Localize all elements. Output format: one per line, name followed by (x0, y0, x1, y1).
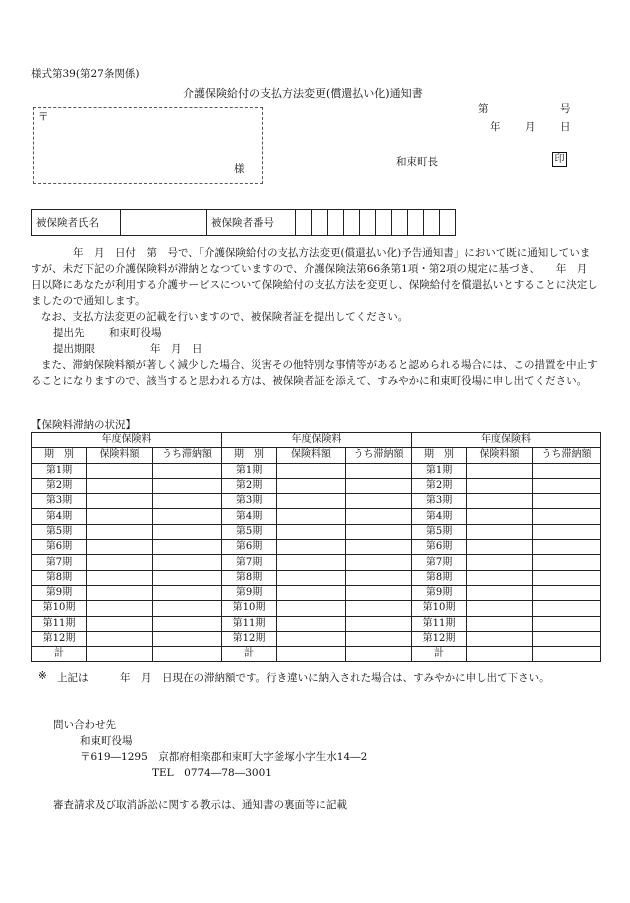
notice-paragraph-1: 年 月 日付 第 号で、「介護保険給付の支払方法変更(償還払い化)予告通知書」において既に通知していますが、未だ下記の介護保険料が滞納となつていますので、介護保険法第66条第1項・第2項の規定に基づき、 年 月 日以降にあなたが利用する介護サービスについて保険給付の支払方法を変更し、保険給付を償還払いとすることに決定しましたので通知します。 (31, 247, 598, 307)
premium-amount-cell (87, 463, 153, 478)
arrears-amount-cell (346, 570, 412, 585)
seal-stamp: 印 (552, 152, 567, 167)
column-header-arrears: うち滞納額 (346, 448, 412, 463)
total-row (32, 647, 601, 662)
premium-amount-cell (87, 555, 153, 570)
arrears-amount-cell (153, 647, 222, 662)
premium-amount-cell (467, 647, 533, 662)
arrears-amount-cell (153, 616, 222, 631)
arrears-amount-cell (533, 601, 601, 616)
arrears-amount-cell (533, 555, 601, 570)
period-row (32, 616, 601, 631)
premium-amount-cell (87, 570, 153, 585)
premium-amount-cell (87, 478, 153, 493)
period-label: 第4期 (32, 509, 87, 524)
date-month-label: 月 (525, 121, 536, 133)
period-label: 第11期 (32, 616, 87, 631)
period-label: 第8期 (222, 570, 277, 585)
premium-amount-cell (87, 524, 153, 539)
insured-number-digit (360, 210, 376, 236)
premium-amount-cell (467, 601, 533, 616)
note-text: 上記は 年 月 日現在の滞納額です。行き違いに納入された場合は、すみやかに申し出て下さい。 (57, 672, 550, 684)
insured-number-digit (408, 210, 424, 236)
date-year-label: 年 (490, 121, 501, 133)
arrears-amount-cell (533, 524, 601, 539)
arrears-amount-cell (153, 509, 222, 524)
premium-amount-cell (467, 555, 533, 570)
column-header-arrears: うち滞納額 (533, 448, 601, 463)
premium-amount-cell (467, 616, 533, 631)
column-header-period: 期 別 (32, 448, 87, 463)
arrears-amount-cell (533, 540, 601, 555)
period-label: 第9期 (412, 585, 467, 600)
insured-number-digit (296, 210, 312, 236)
appeal-notice: 審査請求及び取消訴訟に関する教示は、通知書の裏面等に記載 (53, 799, 347, 811)
column-header-period: 期 別 (222, 448, 277, 463)
insured-number-digit (344, 210, 360, 236)
arrears-amount-cell (153, 494, 222, 509)
premium-amount-cell (467, 524, 533, 539)
submit-to-label: 提出先 (53, 327, 85, 339)
premium-amount-cell (277, 524, 346, 539)
column-header-period: 期 別 (412, 448, 467, 463)
period-label: 第2期 (32, 478, 87, 493)
column-header-premium: 保険料額 (277, 448, 346, 463)
period-row (32, 540, 601, 555)
premium-amount-cell (467, 478, 533, 493)
arrears-amount-cell (153, 540, 222, 555)
premium-amount-cell (467, 509, 533, 524)
total-label: 計 (222, 647, 277, 662)
arrears-amount-cell (346, 647, 412, 662)
contact-office: 和東町役場 (80, 735, 133, 747)
period-label: 第1期 (222, 463, 277, 478)
period-row (32, 478, 601, 493)
period-row (32, 494, 601, 509)
premium-amount-cell (277, 616, 346, 631)
premium-amount-cell (467, 494, 533, 509)
period-label: 第8期 (412, 570, 467, 585)
arrears-amount-cell (346, 631, 412, 646)
insured-number-label: 被保険者番号 (207, 210, 296, 236)
arrears-amount-cell (533, 631, 601, 646)
contact-address: 〒619―1295 京都府相楽郡和束町大字釜塚小字生水14―2 (80, 751, 368, 763)
period-label: 第9期 (32, 585, 87, 600)
period-label: 第12期 (32, 631, 87, 646)
insured-number-digit (424, 210, 440, 236)
premium-amount-cell (277, 463, 346, 478)
arrears-amount-cell (153, 463, 222, 478)
honorific: 様 (234, 163, 245, 175)
arrears-amount-cell (533, 585, 601, 600)
total-label: 計 (412, 647, 467, 662)
column-header-premium: 保険料額 (467, 448, 533, 463)
column-header-arrears: うち滞納額 (153, 448, 222, 463)
document-title: 介護保険給付の支払方法変更(償還払い化)通知書 (183, 87, 423, 100)
total-label: 計 (32, 647, 87, 662)
period-label: 第5期 (32, 524, 87, 539)
premium-amount-cell (87, 631, 153, 646)
period-label: 第3期 (222, 494, 277, 509)
year-premium-header: 年度保険料 (222, 433, 412, 448)
year-premium-header: 年度保険料 (412, 433, 601, 448)
postal-mark: 〒 (38, 111, 49, 123)
premium-amount-cell (87, 601, 153, 616)
arrears-amount-cell (153, 570, 222, 585)
period-label: 第5期 (412, 524, 467, 539)
period-label: 第2期 (412, 478, 467, 493)
form-number: 様式第39(第27条関係) (31, 68, 140, 80)
premium-amount-cell (277, 585, 346, 600)
premium-amount-cell (277, 494, 346, 509)
premium-amount-cell (277, 555, 346, 570)
period-label: 第3期 (32, 494, 87, 509)
arrears-amount-cell (153, 601, 222, 616)
insured-number-digit (376, 210, 392, 236)
premium-amount-cell (277, 631, 346, 646)
arrears-amount-cell (533, 463, 601, 478)
arrears-amount-cell (153, 585, 222, 600)
period-label: 第5期 (222, 524, 277, 539)
period-label: 第10期 (412, 601, 467, 616)
arrears-amount-cell (346, 601, 412, 616)
period-row (32, 524, 601, 539)
period-label: 第9期 (222, 585, 277, 600)
premium-amount-cell (87, 585, 153, 600)
premium-amount-cell (87, 647, 153, 662)
insured-number-digit (392, 210, 408, 236)
period-label: 第6期 (222, 540, 277, 555)
premium-amount-cell (467, 585, 533, 600)
period-label: 第4期 (412, 509, 467, 524)
arrears-amount-cell (153, 555, 222, 570)
arrears-amount-cell (346, 555, 412, 570)
premium-amount-cell (277, 647, 346, 662)
premium-amount-cell (277, 570, 346, 585)
premium-amount-cell (467, 463, 533, 478)
period-label: 第6期 (412, 540, 467, 555)
column-header-premium: 保険料額 (87, 448, 153, 463)
arrears-amount-cell (533, 478, 601, 493)
arrears-amount-cell (346, 540, 412, 555)
arrears-amount-cell (533, 494, 601, 509)
arrears-table (31, 432, 601, 662)
period-row (32, 509, 601, 524)
insured-name-label: 被保険者氏名 (32, 210, 121, 236)
period-label: 第4期 (222, 509, 277, 524)
arrears-amount-cell (346, 463, 412, 478)
period-label: 第1期 (412, 463, 467, 478)
period-label: 第8期 (32, 570, 87, 585)
submit-to-value: 和束町役場 (109, 327, 162, 339)
period-row (32, 555, 601, 570)
premium-amount-cell (87, 616, 153, 631)
notice-paragraph-3: また、滞納保険料額が著しく減少した場合、災害その他特別な事情等があると認められる場合には、この措置を中止することになりますので、該当すると思われる方は、被保険者証を添えて、すみやかに和東町役場に申し出てください。 (31, 359, 598, 387)
number-label-right: 号 (560, 103, 571, 115)
premium-amount-cell (467, 631, 533, 646)
arrears-amount-cell (533, 616, 601, 631)
period-row (32, 585, 601, 600)
insured-number-digit (312, 210, 328, 236)
arrears-table-body (32, 463, 601, 662)
premium-amount-cell (277, 509, 346, 524)
issuer-name: 和束町長 (396, 156, 438, 168)
period-label: 第1期 (32, 463, 87, 478)
period-row (32, 570, 601, 585)
number-label-left: 第 (478, 103, 489, 115)
period-row (32, 631, 601, 646)
period-row (32, 463, 601, 478)
premium-amount-cell (87, 509, 153, 524)
premium-amount-cell (467, 570, 533, 585)
deadline-value: 年 月 日 (150, 343, 203, 355)
premium-amount-cell (87, 494, 153, 509)
period-label: 第7期 (222, 555, 277, 570)
arrears-amount-cell (346, 494, 412, 509)
arrears-amount-cell (346, 509, 412, 524)
period-label: 第2期 (222, 478, 277, 493)
insured-number-digit (440, 210, 456, 236)
period-label: 第12期 (222, 631, 277, 646)
premium-amount-cell (277, 478, 346, 493)
insured-name-field (121, 210, 207, 236)
arrears-amount-cell (346, 524, 412, 539)
arrears-amount-cell (533, 647, 601, 662)
contact-tel: TEL 0774―78―3001 (152, 767, 272, 779)
arrears-amount-cell (346, 585, 412, 600)
date-day-label: 日 (560, 121, 571, 133)
period-label: 第3期 (412, 494, 467, 509)
contact-label: 問い合わせ先 (53, 719, 116, 731)
arrears-section-title: 【保険料滞納の状況】 (31, 419, 136, 431)
period-label: 第10期 (32, 601, 87, 616)
period-row (32, 601, 601, 616)
arrears-amount-cell (153, 524, 222, 539)
arrears-amount-cell (153, 478, 222, 493)
period-label: 第10期 (222, 601, 277, 616)
arrears-amount-cell (346, 616, 412, 631)
arrears-amount-cell (533, 509, 601, 524)
period-label: 第11期 (222, 616, 277, 631)
arrears-amount-cell (346, 478, 412, 493)
note-mark: ※ (38, 670, 47, 682)
notice-paragraph-2: なお、支払方法変更の記載を行いますので、被保険者証を提出してください。 (41, 311, 409, 323)
insured-number-digit (328, 210, 344, 236)
insured-info-table (31, 209, 456, 236)
period-label: 第6期 (32, 540, 87, 555)
period-label: 第11期 (412, 616, 467, 631)
deadline-label: 提出期限 (53, 343, 95, 355)
premium-amount-cell (277, 601, 346, 616)
period-label: 第7期 (32, 555, 87, 570)
period-label: 第7期 (412, 555, 467, 570)
premium-amount-cell (467, 540, 533, 555)
year-premium-header: 年度保険料 (32, 433, 222, 448)
premium-amount-cell (277, 540, 346, 555)
arrears-amount-cell (153, 631, 222, 646)
premium-amount-cell (87, 540, 153, 555)
address-box (33, 107, 263, 184)
period-label: 第12期 (412, 631, 467, 646)
arrears-amount-cell (533, 570, 601, 585)
